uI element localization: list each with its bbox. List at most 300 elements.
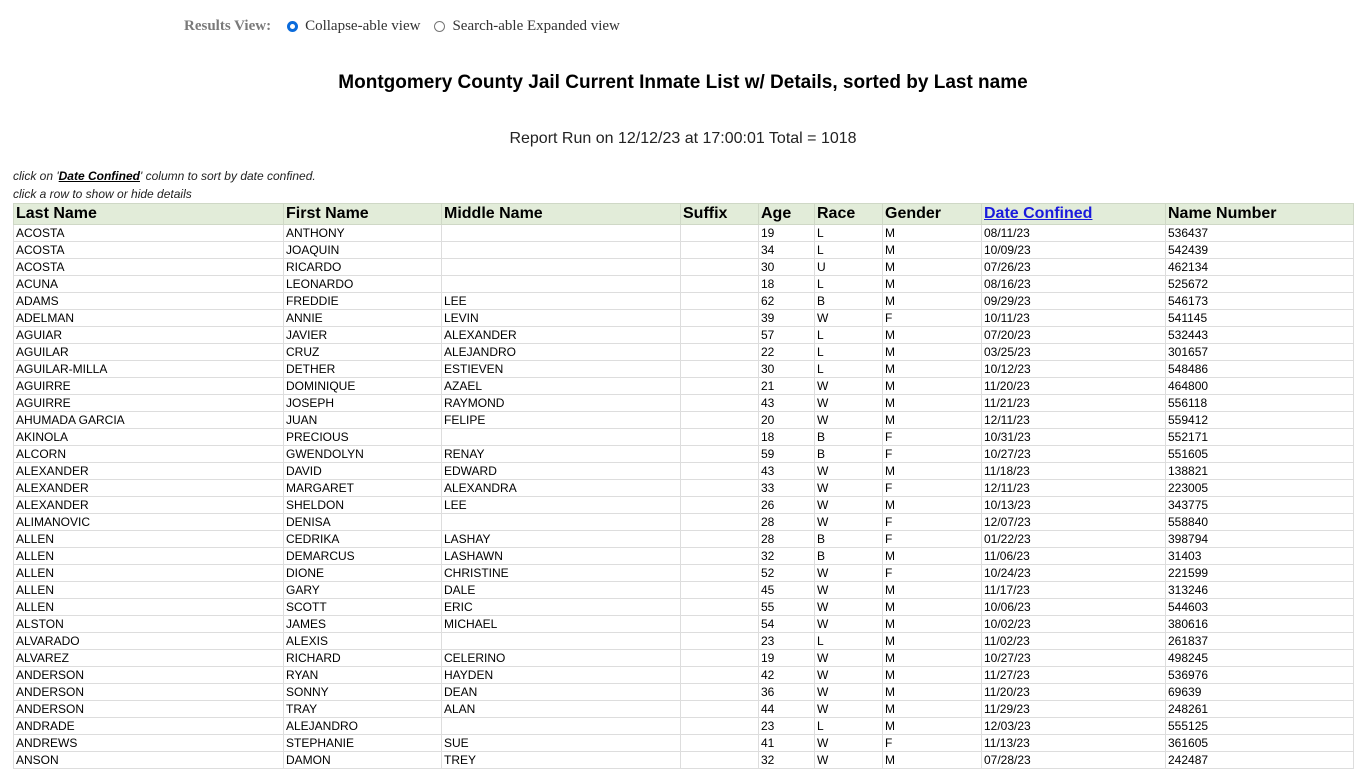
- table-row[interactable]: [14, 701, 1354, 718]
- cell-first-name: ANTHONY: [284, 225, 442, 242]
- cell-middle-name: RAYMOND: [442, 395, 681, 412]
- results-view-bar: [184, 16, 634, 36]
- cell-suffix: [681, 582, 759, 599]
- cell-date-confined: 07/20/23: [982, 327, 1166, 344]
- cell-name-number: 138821: [1166, 463, 1354, 480]
- cell-middle-name: FELIPE: [442, 412, 681, 429]
- table-row[interactable]: [14, 327, 1354, 344]
- cell-last-name: ALLEN: [14, 548, 284, 565]
- cell-age: 59: [759, 446, 815, 463]
- cell-race: W: [815, 378, 883, 395]
- cell-first-name: DEMARCUS: [284, 548, 442, 565]
- cell-date-confined: 11/06/23: [982, 548, 1166, 565]
- cell-last-name: ACOSTA: [14, 259, 284, 276]
- cell-age: 19: [759, 650, 815, 667]
- cell-name-number: 69639: [1166, 684, 1354, 701]
- table-row[interactable]: [14, 616, 1354, 633]
- cell-last-name: ANDERSON: [14, 684, 284, 701]
- table-row[interactable]: [14, 565, 1354, 582]
- cell-first-name: DAVID: [284, 463, 442, 480]
- table-row[interactable]: [14, 429, 1354, 446]
- cell-race: W: [815, 752, 883, 769]
- cell-gender: M: [883, 650, 982, 667]
- table-row[interactable]: [14, 259, 1354, 276]
- cell-middle-name: [442, 259, 681, 276]
- cell-gender: M: [883, 684, 982, 701]
- cell-gender: M: [883, 344, 982, 361]
- cell-last-name: AGUIRRE: [14, 395, 284, 412]
- cell-last-name: AKINOLA: [14, 429, 284, 446]
- table-row[interactable]: [14, 514, 1354, 531]
- table-row[interactable]: [14, 361, 1354, 378]
- cell-suffix: [681, 684, 759, 701]
- cell-age: 22: [759, 344, 815, 361]
- cell-age: 52: [759, 565, 815, 582]
- table-row[interactable]: [14, 395, 1354, 412]
- header-name-number: Name Number: [1166, 204, 1354, 225]
- cell-date-confined: 11/17/23: [982, 582, 1166, 599]
- cell-date-confined: 11/18/23: [982, 463, 1166, 480]
- cell-age: 28: [759, 514, 815, 531]
- header-date-confined[interactable]: Date Confined: [982, 204, 1166, 225]
- cell-gender: M: [883, 701, 982, 718]
- table-row[interactable]: [14, 497, 1354, 514]
- results-view-label: Results View:: [184, 17, 272, 34]
- cell-name-number: 242487: [1166, 752, 1354, 769]
- cell-first-name: JUAN: [284, 412, 442, 429]
- cell-gender: F: [883, 565, 982, 582]
- header-first-name: First Name: [284, 204, 442, 225]
- cell-age: 23: [759, 633, 815, 650]
- cell-suffix: [681, 361, 759, 378]
- header-gender: Gender: [883, 204, 982, 225]
- cell-suffix: [681, 599, 759, 616]
- cell-age: 19: [759, 225, 815, 242]
- cell-last-name: ALIMANOVIC: [14, 514, 284, 531]
- cell-first-name: JOSEPH: [284, 395, 442, 412]
- cell-name-number: 559412: [1166, 412, 1354, 429]
- cell-race: W: [815, 514, 883, 531]
- cell-suffix: [681, 565, 759, 582]
- cell-name-number: 221599: [1166, 565, 1354, 582]
- cell-age: 45: [759, 582, 815, 599]
- cell-last-name: ALLEN: [14, 531, 284, 548]
- cell-age: 32: [759, 752, 815, 769]
- row-hint: click a row to show or hide details: [13, 187, 192, 201]
- cell-name-number: 555125: [1166, 718, 1354, 735]
- table-row[interactable]: [14, 531, 1354, 548]
- cell-race: B: [815, 293, 883, 310]
- table-header-row: [14, 204, 1354, 225]
- cell-middle-name: [442, 514, 681, 531]
- cell-race: W: [815, 599, 883, 616]
- cell-middle-name: CELERINO: [442, 650, 681, 667]
- cell-name-number: 248261: [1166, 701, 1354, 718]
- cell-date-confined: 11/20/23: [982, 684, 1166, 701]
- cell-suffix: [681, 514, 759, 531]
- cell-race: W: [815, 735, 883, 752]
- cell-first-name: RICARDO: [284, 259, 442, 276]
- table-row[interactable]: [14, 412, 1354, 429]
- collapse-view-option[interactable]: [287, 18, 420, 35]
- cell-date-confined: 01/22/23: [982, 531, 1166, 548]
- table-row[interactable]: [14, 582, 1354, 599]
- cell-first-name: STEPHANIE: [284, 735, 442, 752]
- cell-suffix: [681, 497, 759, 514]
- cell-first-name: SONNY: [284, 684, 442, 701]
- cell-date-confined: 10/09/23: [982, 242, 1166, 259]
- cell-name-number: 343775: [1166, 497, 1354, 514]
- sort-hint-prefix: click on ': [13, 169, 59, 183]
- cell-date-confined: 11/13/23: [982, 735, 1166, 752]
- cell-age: 18: [759, 429, 815, 446]
- collapse-view-label[interactable]: Collapse-able view: [305, 17, 421, 34]
- cell-age: 54: [759, 616, 815, 633]
- cell-suffix: [681, 735, 759, 752]
- cell-gender: M: [883, 752, 982, 769]
- cell-middle-name: [442, 633, 681, 650]
- cell-name-number: 31403: [1166, 548, 1354, 565]
- cell-date-confined: 12/11/23: [982, 412, 1166, 429]
- cell-gender: M: [883, 378, 982, 395]
- cell-name-number: 544603: [1166, 599, 1354, 616]
- cell-gender: M: [883, 395, 982, 412]
- cell-age: 41: [759, 735, 815, 752]
- cell-first-name: DETHER: [284, 361, 442, 378]
- cell-first-name: ALEXIS: [284, 633, 442, 650]
- cell-middle-name: [442, 242, 681, 259]
- cell-name-number: 556118: [1166, 395, 1354, 412]
- cell-gender: F: [883, 446, 982, 463]
- cell-suffix: [681, 429, 759, 446]
- cell-suffix: [681, 633, 759, 650]
- cell-race: B: [815, 531, 883, 548]
- cell-first-name: DAMON: [284, 752, 442, 769]
- header-suffix: Suffix: [681, 204, 759, 225]
- cell-name-number: 546173: [1166, 293, 1354, 310]
- cell-suffix: [681, 548, 759, 565]
- cell-gender: F: [883, 310, 982, 327]
- cell-age: 62: [759, 293, 815, 310]
- table-row[interactable]: [14, 735, 1354, 752]
- cell-gender: M: [883, 548, 982, 565]
- cell-age: 28: [759, 531, 815, 548]
- cell-gender: M: [883, 463, 982, 480]
- cell-first-name: CEDRIKA: [284, 531, 442, 548]
- cell-middle-name: LASHAY: [442, 531, 681, 548]
- cell-suffix: [681, 242, 759, 259]
- inmate-table: [13, 203, 1354, 769]
- cell-last-name: ANDREWS: [14, 735, 284, 752]
- cell-first-name: JAVIER: [284, 327, 442, 344]
- cell-age: 32: [759, 548, 815, 565]
- cell-middle-name: EDWARD: [442, 463, 681, 480]
- table-row[interactable]: [14, 684, 1354, 701]
- cell-middle-name: LEE: [442, 293, 681, 310]
- cell-last-name: ALEXANDER: [14, 497, 284, 514]
- cell-race: W: [815, 701, 883, 718]
- cell-name-number: 541145: [1166, 310, 1354, 327]
- inmate-table-container: [13, 203, 1353, 769]
- expanded-view-option[interactable]: [434, 18, 619, 35]
- cell-name-number: 536976: [1166, 667, 1354, 684]
- cell-race: U: [815, 259, 883, 276]
- cell-suffix: [681, 327, 759, 344]
- collapse-view-radio[interactable]: [287, 21, 298, 32]
- cell-race: L: [815, 327, 883, 344]
- page-title: Montgomery County Jail Current Inmate List w/ Details, sorted by Last name: [338, 72, 1028, 93]
- header-race: Race: [815, 204, 883, 225]
- cell-suffix: [681, 446, 759, 463]
- cell-race: L: [815, 718, 883, 735]
- cell-gender: M: [883, 225, 982, 242]
- cell-name-number: 498245: [1166, 650, 1354, 667]
- cell-name-number: 552171: [1166, 429, 1354, 446]
- cell-last-name: ALVAREZ: [14, 650, 284, 667]
- cell-gender: M: [883, 242, 982, 259]
- cell-age: 33: [759, 480, 815, 497]
- table-row[interactable]: [14, 599, 1354, 616]
- table-row[interactable]: [14, 242, 1354, 259]
- cell-last-name: ANDRADE: [14, 718, 284, 735]
- cell-age: 26: [759, 497, 815, 514]
- cell-first-name: SHELDON: [284, 497, 442, 514]
- cell-date-confined: 10/31/23: [982, 429, 1166, 446]
- cell-last-name: ALSTON: [14, 616, 284, 633]
- cell-first-name: RICHARD: [284, 650, 442, 667]
- cell-gender: F: [883, 531, 982, 548]
- cell-age: 39: [759, 310, 815, 327]
- table-row[interactable]: [14, 310, 1354, 327]
- table-row[interactable]: [14, 446, 1354, 463]
- cell-gender: F: [883, 480, 982, 497]
- cell-last-name: AGUILAR-MILLA: [14, 361, 284, 378]
- cell-age: 20: [759, 412, 815, 429]
- table-row[interactable]: [14, 378, 1354, 395]
- cell-last-name: AGUILAR: [14, 344, 284, 361]
- cell-age: 30: [759, 259, 815, 276]
- cell-last-name: ANDERSON: [14, 701, 284, 718]
- cell-date-confined: 03/25/23: [982, 344, 1166, 361]
- cell-last-name: ANDERSON: [14, 667, 284, 684]
- table-row[interactable]: [14, 276, 1354, 293]
- table-row[interactable]: [14, 718, 1354, 735]
- cell-name-number: 462134: [1166, 259, 1354, 276]
- table-row[interactable]: [14, 225, 1354, 242]
- cell-last-name: ALVARADO: [14, 633, 284, 650]
- cell-suffix: [681, 531, 759, 548]
- cell-middle-name: MICHAEL: [442, 616, 681, 633]
- cell-name-number: 542439: [1166, 242, 1354, 259]
- cell-middle-name: ALEXANDER: [442, 327, 681, 344]
- cell-suffix: [681, 276, 759, 293]
- cell-last-name: AGUIAR: [14, 327, 284, 344]
- cell-first-name: DENISA: [284, 514, 442, 531]
- cell-first-name: SCOTT: [284, 599, 442, 616]
- cell-first-name: CRUZ: [284, 344, 442, 361]
- cell-age: 30: [759, 361, 815, 378]
- table-body: [14, 225, 1354, 769]
- cell-middle-name: LEVIN: [442, 310, 681, 327]
- cell-gender: F: [883, 735, 982, 752]
- cell-race: W: [815, 497, 883, 514]
- cell-date-confined: 12/11/23: [982, 480, 1166, 497]
- cell-race: W: [815, 395, 883, 412]
- table-row[interactable]: [14, 667, 1354, 684]
- cell-middle-name: HAYDEN: [442, 667, 681, 684]
- cell-date-confined: 10/27/23: [982, 446, 1166, 463]
- cell-date-confined: 07/28/23: [982, 752, 1166, 769]
- cell-name-number: 380616: [1166, 616, 1354, 633]
- cell-first-name: TRAY: [284, 701, 442, 718]
- cell-name-number: 525672: [1166, 276, 1354, 293]
- cell-suffix: [681, 701, 759, 718]
- cell-date-confined: 07/26/23: [982, 259, 1166, 276]
- cell-gender: M: [883, 667, 982, 684]
- cell-gender: M: [883, 293, 982, 310]
- cell-suffix: [681, 310, 759, 327]
- cell-first-name: JOAQUIN: [284, 242, 442, 259]
- cell-suffix: [681, 259, 759, 276]
- cell-age: 23: [759, 718, 815, 735]
- cell-middle-name: LASHAWN: [442, 548, 681, 565]
- cell-middle-name: SUE: [442, 735, 681, 752]
- cell-gender: F: [883, 429, 982, 446]
- cell-gender: F: [883, 514, 982, 531]
- cell-suffix: [681, 344, 759, 361]
- cell-first-name: GARY: [284, 582, 442, 599]
- cell-middle-name: ALEJANDRO: [442, 344, 681, 361]
- cell-suffix: [681, 395, 759, 412]
- cell-first-name: FREDDIE: [284, 293, 442, 310]
- cell-last-name: ALLEN: [14, 599, 284, 616]
- cell-race: W: [815, 565, 883, 582]
- cell-race: L: [815, 225, 883, 242]
- cell-date-confined: 09/29/23: [982, 293, 1166, 310]
- cell-date-confined: 11/27/23: [982, 667, 1166, 684]
- cell-race: W: [815, 582, 883, 599]
- cell-race: L: [815, 344, 883, 361]
- cell-middle-name: [442, 225, 681, 242]
- cell-middle-name: TREY: [442, 752, 681, 769]
- cell-name-number: 261837: [1166, 633, 1354, 650]
- table-row[interactable]: [14, 480, 1354, 497]
- cell-last-name: ACUNA: [14, 276, 284, 293]
- table-row[interactable]: [14, 293, 1354, 310]
- cell-race: W: [815, 412, 883, 429]
- table-row[interactable]: [14, 463, 1354, 480]
- table-row[interactable]: [14, 344, 1354, 361]
- cell-middle-name: AZAEL: [442, 378, 681, 395]
- cell-first-name: ANNIE: [284, 310, 442, 327]
- cell-suffix: [681, 752, 759, 769]
- cell-first-name: MARGARET: [284, 480, 442, 497]
- cell-first-name: RYAN: [284, 667, 442, 684]
- cell-first-name: ALEJANDRO: [284, 718, 442, 735]
- cell-last-name: ADAMS: [14, 293, 284, 310]
- cell-age: 36: [759, 684, 815, 701]
- cell-last-name: ALEXANDER: [14, 480, 284, 497]
- cell-date-confined: 12/03/23: [982, 718, 1166, 735]
- cell-age: 57: [759, 327, 815, 344]
- sort-hint: [13, 169, 316, 183]
- cell-suffix: [681, 480, 759, 497]
- table-row[interactable]: [14, 752, 1354, 769]
- cell-name-number: 464800: [1166, 378, 1354, 395]
- cell-suffix: [681, 225, 759, 242]
- cell-age: 34: [759, 242, 815, 259]
- cell-gender: M: [883, 259, 982, 276]
- cell-name-number: 548486: [1166, 361, 1354, 378]
- cell-middle-name: [442, 718, 681, 735]
- cell-first-name: DOMINIQUE: [284, 378, 442, 395]
- cell-date-confined: 11/20/23: [982, 378, 1166, 395]
- table-row[interactable]: [14, 650, 1354, 667]
- cell-last-name: AHUMADA GARCIA: [14, 412, 284, 429]
- table-row[interactable]: [14, 633, 1354, 650]
- cell-name-number: 558840: [1166, 514, 1354, 531]
- header-middle-name: Middle Name: [442, 204, 681, 225]
- cell-suffix: [681, 718, 759, 735]
- cell-race: W: [815, 310, 883, 327]
- cell-gender: M: [883, 412, 982, 429]
- cell-age: 43: [759, 395, 815, 412]
- cell-last-name: ALEXANDER: [14, 463, 284, 480]
- cell-last-name: ALCORN: [14, 446, 284, 463]
- cell-suffix: [681, 463, 759, 480]
- cell-age: 55: [759, 599, 815, 616]
- cell-suffix: [681, 616, 759, 633]
- cell-name-number: 313246: [1166, 582, 1354, 599]
- cell-name-number: 301657: [1166, 344, 1354, 361]
- cell-date-confined: 11/02/23: [982, 633, 1166, 650]
- header-age: Age: [759, 204, 815, 225]
- cell-date-confined: 10/27/23: [982, 650, 1166, 667]
- cell-suffix: [681, 667, 759, 684]
- cell-suffix: [681, 650, 759, 667]
- cell-middle-name: LEE: [442, 497, 681, 514]
- cell-age: 44: [759, 701, 815, 718]
- expanded-view-radio[interactable]: [434, 21, 445, 32]
- cell-race: W: [815, 480, 883, 497]
- table-row[interactable]: [14, 548, 1354, 565]
- sort-hint-suffix: ' column to sort by date confined.: [139, 169, 316, 183]
- expanded-view-label[interactable]: Search-able Expanded view: [452, 17, 620, 34]
- cell-middle-name: ALAN: [442, 701, 681, 718]
- cell-race: B: [815, 429, 883, 446]
- sort-hint-link[interactable]: Date Confined: [58, 169, 140, 183]
- cell-date-confined: 08/16/23: [982, 276, 1166, 293]
- cell-name-number: 551605: [1166, 446, 1354, 463]
- cell-last-name: ALLEN: [14, 582, 284, 599]
- cell-suffix: [681, 412, 759, 429]
- cell-age: 21: [759, 378, 815, 395]
- cell-date-confined: 12/07/23: [982, 514, 1166, 531]
- cell-date-confined: 10/12/23: [982, 361, 1166, 378]
- cell-race: L: [815, 242, 883, 259]
- cell-gender: M: [883, 327, 982, 344]
- cell-middle-name: RENAY: [442, 446, 681, 463]
- cell-gender: M: [883, 633, 982, 650]
- cell-date-confined: 10/24/23: [982, 565, 1166, 582]
- cell-race: W: [815, 650, 883, 667]
- cell-gender: M: [883, 582, 982, 599]
- cell-gender: M: [883, 276, 982, 293]
- cell-middle-name: [442, 429, 681, 446]
- cell-gender: M: [883, 497, 982, 514]
- cell-middle-name: [442, 276, 681, 293]
- cell-last-name: ADELMAN: [14, 310, 284, 327]
